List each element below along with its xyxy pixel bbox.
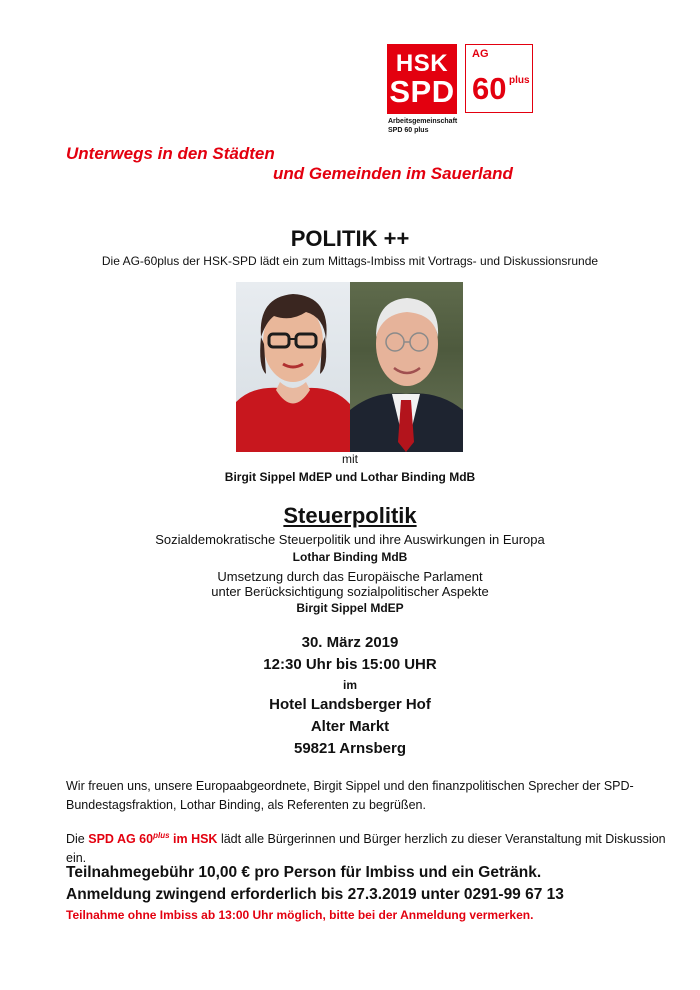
logo-line-spd: SPD	[389, 74, 455, 109]
invitation-org-b: im HSK	[169, 832, 218, 847]
page-title: POLITIK ++	[290, 226, 410, 251]
photo-lothar-binding	[350, 282, 463, 452]
topic-sub3: unter Berücksichtigung sozialpolitischer Aspekte	[211, 584, 489, 599]
portrait-woman-graphic	[236, 282, 350, 452]
topic-title: Steuerpolitik	[283, 503, 417, 528]
ag-label: AG	[472, 48, 489, 60]
mit-label: mit	[342, 452, 358, 466]
topic-speaker1: Lothar Binding MdB	[292, 550, 408, 564]
topic-sub1: Sozialdemokratische Steuerpolitik und ihre Auswirkungen in Europa	[155, 532, 545, 547]
registration-text: Anmeldung zwingend erforderlich bis 27.3.2019 unter 0291-99 67 13	[66, 886, 564, 903]
fee-text: Teilnahmegebühr 10,00 € pro Person für Imbiss und ein Getränk.	[66, 864, 542, 881]
tagline-line2: und Gemeinden im Sauerland	[273, 164, 513, 183]
topic-speaker2: Birgit Sippel MdEP	[296, 601, 404, 615]
logo-subtitle	[388, 117, 457, 135]
invitation-org-a: SPD AG 60	[88, 832, 154, 847]
invitation-org-plus: plus	[153, 831, 170, 840]
event-date: 30. März 2019	[301, 634, 399, 651]
hsk-spd-logo	[387, 44, 457, 114]
event-venue: Hotel Landsberger Hof	[269, 696, 431, 713]
invitation-paragraph	[66, 826, 666, 868]
ag-plus: plus	[509, 75, 530, 86]
welcome-paragraph: Wir freuen uns, unsere Europaabgeordnete, Birgit Sippel und den finanzpolitischen Sprecher der SPD-Bundestagsfraktion, Lothar Binding, als Referenten zu begrüßen.	[66, 779, 634, 812]
tagline-line1: Unterwegs in den Städten	[66, 144, 275, 163]
event-im: im	[342, 678, 357, 692]
event-time: 12:30 Uhr bis 15:00 UHR	[263, 656, 437, 673]
photo-birgit-sippel	[236, 282, 350, 452]
event-city: 59821 Arnsberg	[293, 740, 406, 757]
ag60plus-logo	[465, 44, 533, 113]
invitation-org	[88, 832, 217, 846]
logo-line-hsk: HSK	[395, 50, 449, 77]
topic-sub2: Umsetzung durch das Europäische Parlament	[217, 569, 483, 584]
note-text: Teilnahme ohne Imbiss ab 13:00 Uhr möglich, bitte bei der Anmeldung vermerken.	[66, 908, 534, 922]
speaker-names: Birgit Sippel MdEP und Lothar Binding MdB	[224, 470, 476, 484]
portrait-man-graphic	[350, 282, 463, 452]
ag-number: 60	[472, 71, 507, 106]
intro-text: Die AG-60plus der HSK-SPD lädt ein zum Mittags-Imbiss mit Vortrags- und Diskussionsrunde	[101, 254, 599, 268]
event-street: Alter Markt	[310, 718, 390, 735]
logo-sub-line2: SPD 60 plus	[388, 127, 429, 134]
invitation-prefix: Die	[66, 832, 89, 847]
logo-sub-line1: Arbeitsgemeinschaft	[388, 118, 458, 125]
invitation-rest: lädt alle Bürgerinnen und Bürger herzlich zu dieser Veranstaltung mit Diskussion ein.	[66, 832, 666, 866]
